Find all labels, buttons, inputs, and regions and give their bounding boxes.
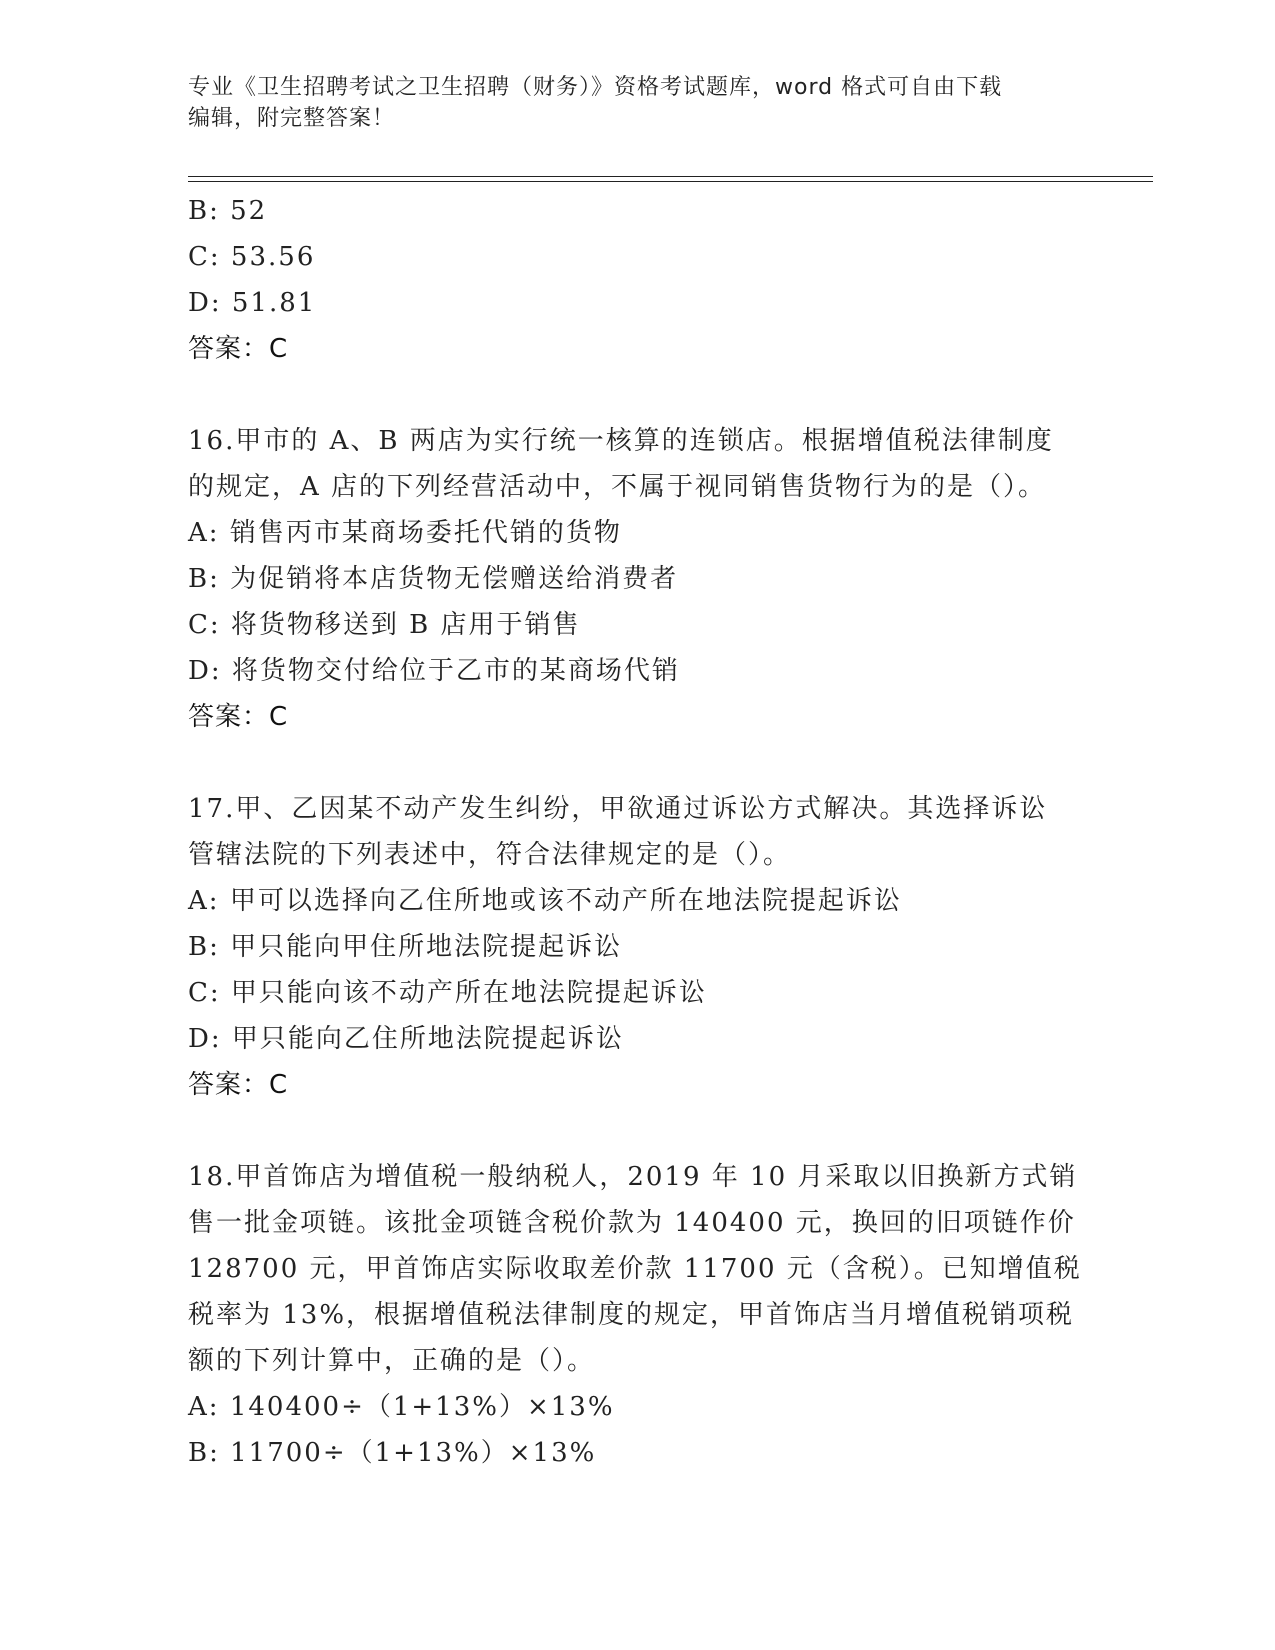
option-d bbox=[188, 1016, 1078, 1062]
question-stem bbox=[188, 1154, 1082, 1384]
option-text: 甲只能向该不动产所在地法院提起诉讼 bbox=[230, 978, 707, 1008]
option-text: 将货物移送到 B 店用于销售 bbox=[230, 610, 581, 640]
option-text: 销售丙市某商场委托代销的货物 bbox=[229, 518, 622, 548]
option-a bbox=[188, 510, 1078, 556]
document-header bbox=[188, 72, 1068, 134]
option-label: A: bbox=[188, 886, 220, 916]
option-label: C: bbox=[188, 978, 221, 1008]
stem-line: 16.甲市的 A、B 两店为实行统一核算的连锁店。根据增值税法律制度 bbox=[188, 426, 1054, 456]
option-a bbox=[188, 1384, 1078, 1430]
option-text: 140400÷（1+13%）×13% bbox=[229, 1392, 615, 1422]
option-label: D: bbox=[188, 1024, 222, 1054]
option-text: 51.81 bbox=[231, 288, 317, 318]
option-text: 为促销将本店货物无偿赠送给消费者 bbox=[230, 564, 679, 594]
option-b bbox=[188, 924, 1078, 970]
stem-line: 18.甲首饰店为增值税一般纳税人，2019 年 10 月采取以旧换新方式销 bbox=[188, 1162, 1078, 1192]
document-body bbox=[188, 188, 1082, 1476]
option-label: A: bbox=[188, 518, 220, 548]
option-label: C: bbox=[188, 242, 221, 272]
option-text: 11700÷（1+13%）×13% bbox=[230, 1438, 597, 1468]
option-text: 52 bbox=[230, 196, 268, 226]
stem-line: 128700 元，甲首饰店实际收取差价款 11700 元（含税）。已知增值税 bbox=[188, 1254, 1082, 1284]
option-label: B: bbox=[188, 564, 220, 594]
stem-line: 的规定，A 店的下列经营活动中，不属于视同销售货物行为的是（）。 bbox=[188, 472, 1047, 502]
option-label: B: bbox=[188, 196, 220, 226]
option-b bbox=[188, 556, 1078, 602]
option-label: B: bbox=[188, 932, 220, 962]
option-c bbox=[188, 602, 1078, 648]
option-label: D: bbox=[188, 656, 222, 686]
question-18 bbox=[188, 1154, 1082, 1476]
stem-line: 管辖法院的下列表述中，符合法律规定的是（）。 bbox=[188, 840, 792, 870]
header-line-1: 专业《卫生招聘考试之卫生招聘（财务）》资格考试题库，word 格式可自由下载 bbox=[188, 75, 1003, 100]
option-c bbox=[188, 234, 1078, 280]
option-text: 甲只能向甲住所地法院提起诉讼 bbox=[230, 932, 623, 962]
answer-line: 答案：C bbox=[188, 702, 289, 732]
answer-line: 答案：C bbox=[188, 1070, 289, 1100]
option-d bbox=[188, 280, 1078, 326]
question-17 bbox=[188, 786, 1078, 1108]
option-a bbox=[188, 878, 1078, 924]
option-b bbox=[188, 188, 1078, 234]
option-text: 将货物交付给位于乙市的某商场代销 bbox=[231, 656, 680, 686]
option-d bbox=[188, 648, 1078, 694]
header-divider bbox=[188, 176, 1153, 182]
option-text: 甲可以选择向乙住所地或该不动产所在地法院提起诉讼 bbox=[229, 886, 902, 916]
option-label: D: bbox=[188, 288, 222, 318]
question-stem bbox=[188, 418, 1078, 510]
option-text: 甲只能向乙住所地法院提起诉讼 bbox=[231, 1024, 624, 1054]
option-label: B: bbox=[188, 1438, 220, 1468]
question-stem bbox=[188, 786, 1078, 878]
stem-line: 17.甲、乙因某不动产发生纠纷，甲欲通过诉讼方式解决。其选择诉讼 bbox=[188, 794, 1048, 824]
stem-line: 税率为 13%，根据增值税法律制度的规定，甲首饰店当月增值税销项税 bbox=[188, 1300, 1075, 1330]
option-label: A: bbox=[188, 1392, 220, 1422]
option-text: 53.56 bbox=[230, 242, 316, 272]
header-line-2: 编辑，附完整答案！ bbox=[188, 106, 396, 131]
prev-question bbox=[188, 188, 1078, 372]
question-16 bbox=[188, 418, 1078, 740]
option-label: C: bbox=[188, 610, 221, 640]
option-c bbox=[188, 970, 1078, 1016]
option-b bbox=[188, 1430, 1078, 1476]
answer-line: 答案：C bbox=[188, 334, 289, 364]
stem-line: 售一批金项链。该批金项链含税价款为 140400 元，换回的旧项链作价 bbox=[188, 1208, 1076, 1238]
stem-line: 额的下列计算中，正确的是（）。 bbox=[188, 1346, 596, 1376]
